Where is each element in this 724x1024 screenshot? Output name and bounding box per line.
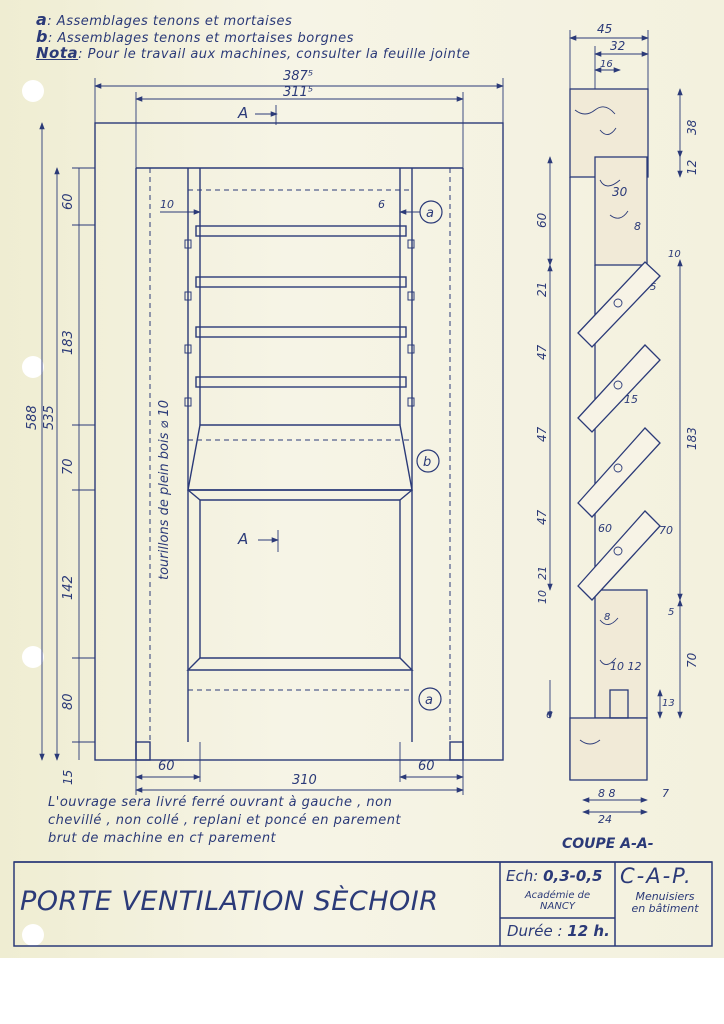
sec-dim-10-12: 10 12 [610,660,642,673]
sec-dim-30: 30 [612,185,628,199]
remark-line-1: L'ouvrage sera livré ferré ouvrant à gauche , non [48,795,393,810]
legend-b: b: Assemblages tenons et mortaises borgnes [36,27,354,46]
dim-left-80: 80 [61,693,76,710]
sec-dim-38: 38 [685,119,699,135]
sec-dim-10: 10 [668,249,681,260]
dim-dowel-left: 10 [160,198,174,211]
sec-dim-45: 45 [597,22,613,36]
drawing-title: PORTE VENTILATION SÈCHOIR [20,886,439,917]
sec-dim-5a: 5 [650,282,657,293]
legend-a: a: Assemblages tenons et mortaises [36,10,293,29]
dowel-note: tourillons de plein bois ⌀ 10 [157,399,172,580]
academy: Académie de NANCY [524,890,591,912]
section-mark-mid: A [238,530,249,548]
callout-a-bottom-label: a [425,693,433,708]
remark-line-3: brut de machine en c† parement [48,831,277,846]
dim-left-70: 70 [61,458,76,475]
louvre-slat-2 [196,277,406,287]
sec-left-21: 21 [535,281,549,297]
sec-dim-70-slat: 70 [659,524,673,537]
sec-bottom-24: 24 [598,813,612,826]
sec-dim-6: 6 [546,710,553,721]
dim-left-60: 60 [61,193,76,210]
dim-bottom-mid: 310 [292,773,317,788]
dim-left-15: 15 [61,769,75,785]
exam-label: C-A-P. [620,864,693,888]
dim-overall-height: 588 [25,405,40,430]
section-title: COUPE A-A- [562,836,654,852]
dim-inner-height: 535 [42,405,57,430]
sec-dim-8: 8 [634,220,641,233]
trade-label: Menuisiers en bâtiment [631,890,699,915]
sec-left-47c: 47 [535,509,549,525]
legend-nota: Nota: Pour le travail aux machines, consulter la feuille jointe [36,44,471,62]
sec-left-21b: 21 [536,566,549,580]
louvre-slat-1 [196,226,406,236]
sec-dim-183: 183 [685,427,699,450]
sec-left-10: 10 [536,590,549,604]
scale-row: Ech: 0,3-0,5 [506,867,603,885]
callout-a-top-label: a [426,206,434,221]
duration: Durée : 12 h. [507,922,610,940]
bottom-rail [188,658,412,670]
dim-top-outer: 387⁵ [283,69,314,84]
remark-line-2: chevillé , non collé , replani et poncé en parement [48,813,402,828]
section-mark-top: A [238,104,249,122]
sec-dim-8b: 8 [604,612,611,623]
sec-dim-60-slat: 60 [598,522,612,535]
sec-dim-5b: 5 [668,607,675,618]
sec-left-47b: 47 [535,426,549,442]
sec-bottom-7: 7 [662,787,669,800]
sec-dim-12: 12 [685,159,699,175]
callout-b-label: b [423,455,432,470]
sec-dim-13: 13 [662,698,675,709]
sec-left-47a: 47 [535,344,549,360]
middle-rail [188,425,412,490]
sec-left-60: 60 [535,212,549,228]
dim-bottom-left: 60 [158,759,175,774]
sec-dim-32: 32 [610,39,626,53]
dim-left-142: 142 [61,575,76,600]
sec-bottom-8-8: 8 8 [598,787,616,800]
sec-dim-15: 15 [624,393,638,406]
dim-top-inner: 311⁵ [283,85,314,100]
dim-left-183: 183 [61,330,76,355]
dim-dowel-right: 6 [378,198,385,211]
sec-dim-16: 16 [600,59,613,70]
sec-dim-70: 70 [685,652,699,668]
dim-bottom-right: 60 [418,759,435,774]
louvre-slat-3 [196,327,406,337]
louvre-slat-4 [196,377,406,387]
